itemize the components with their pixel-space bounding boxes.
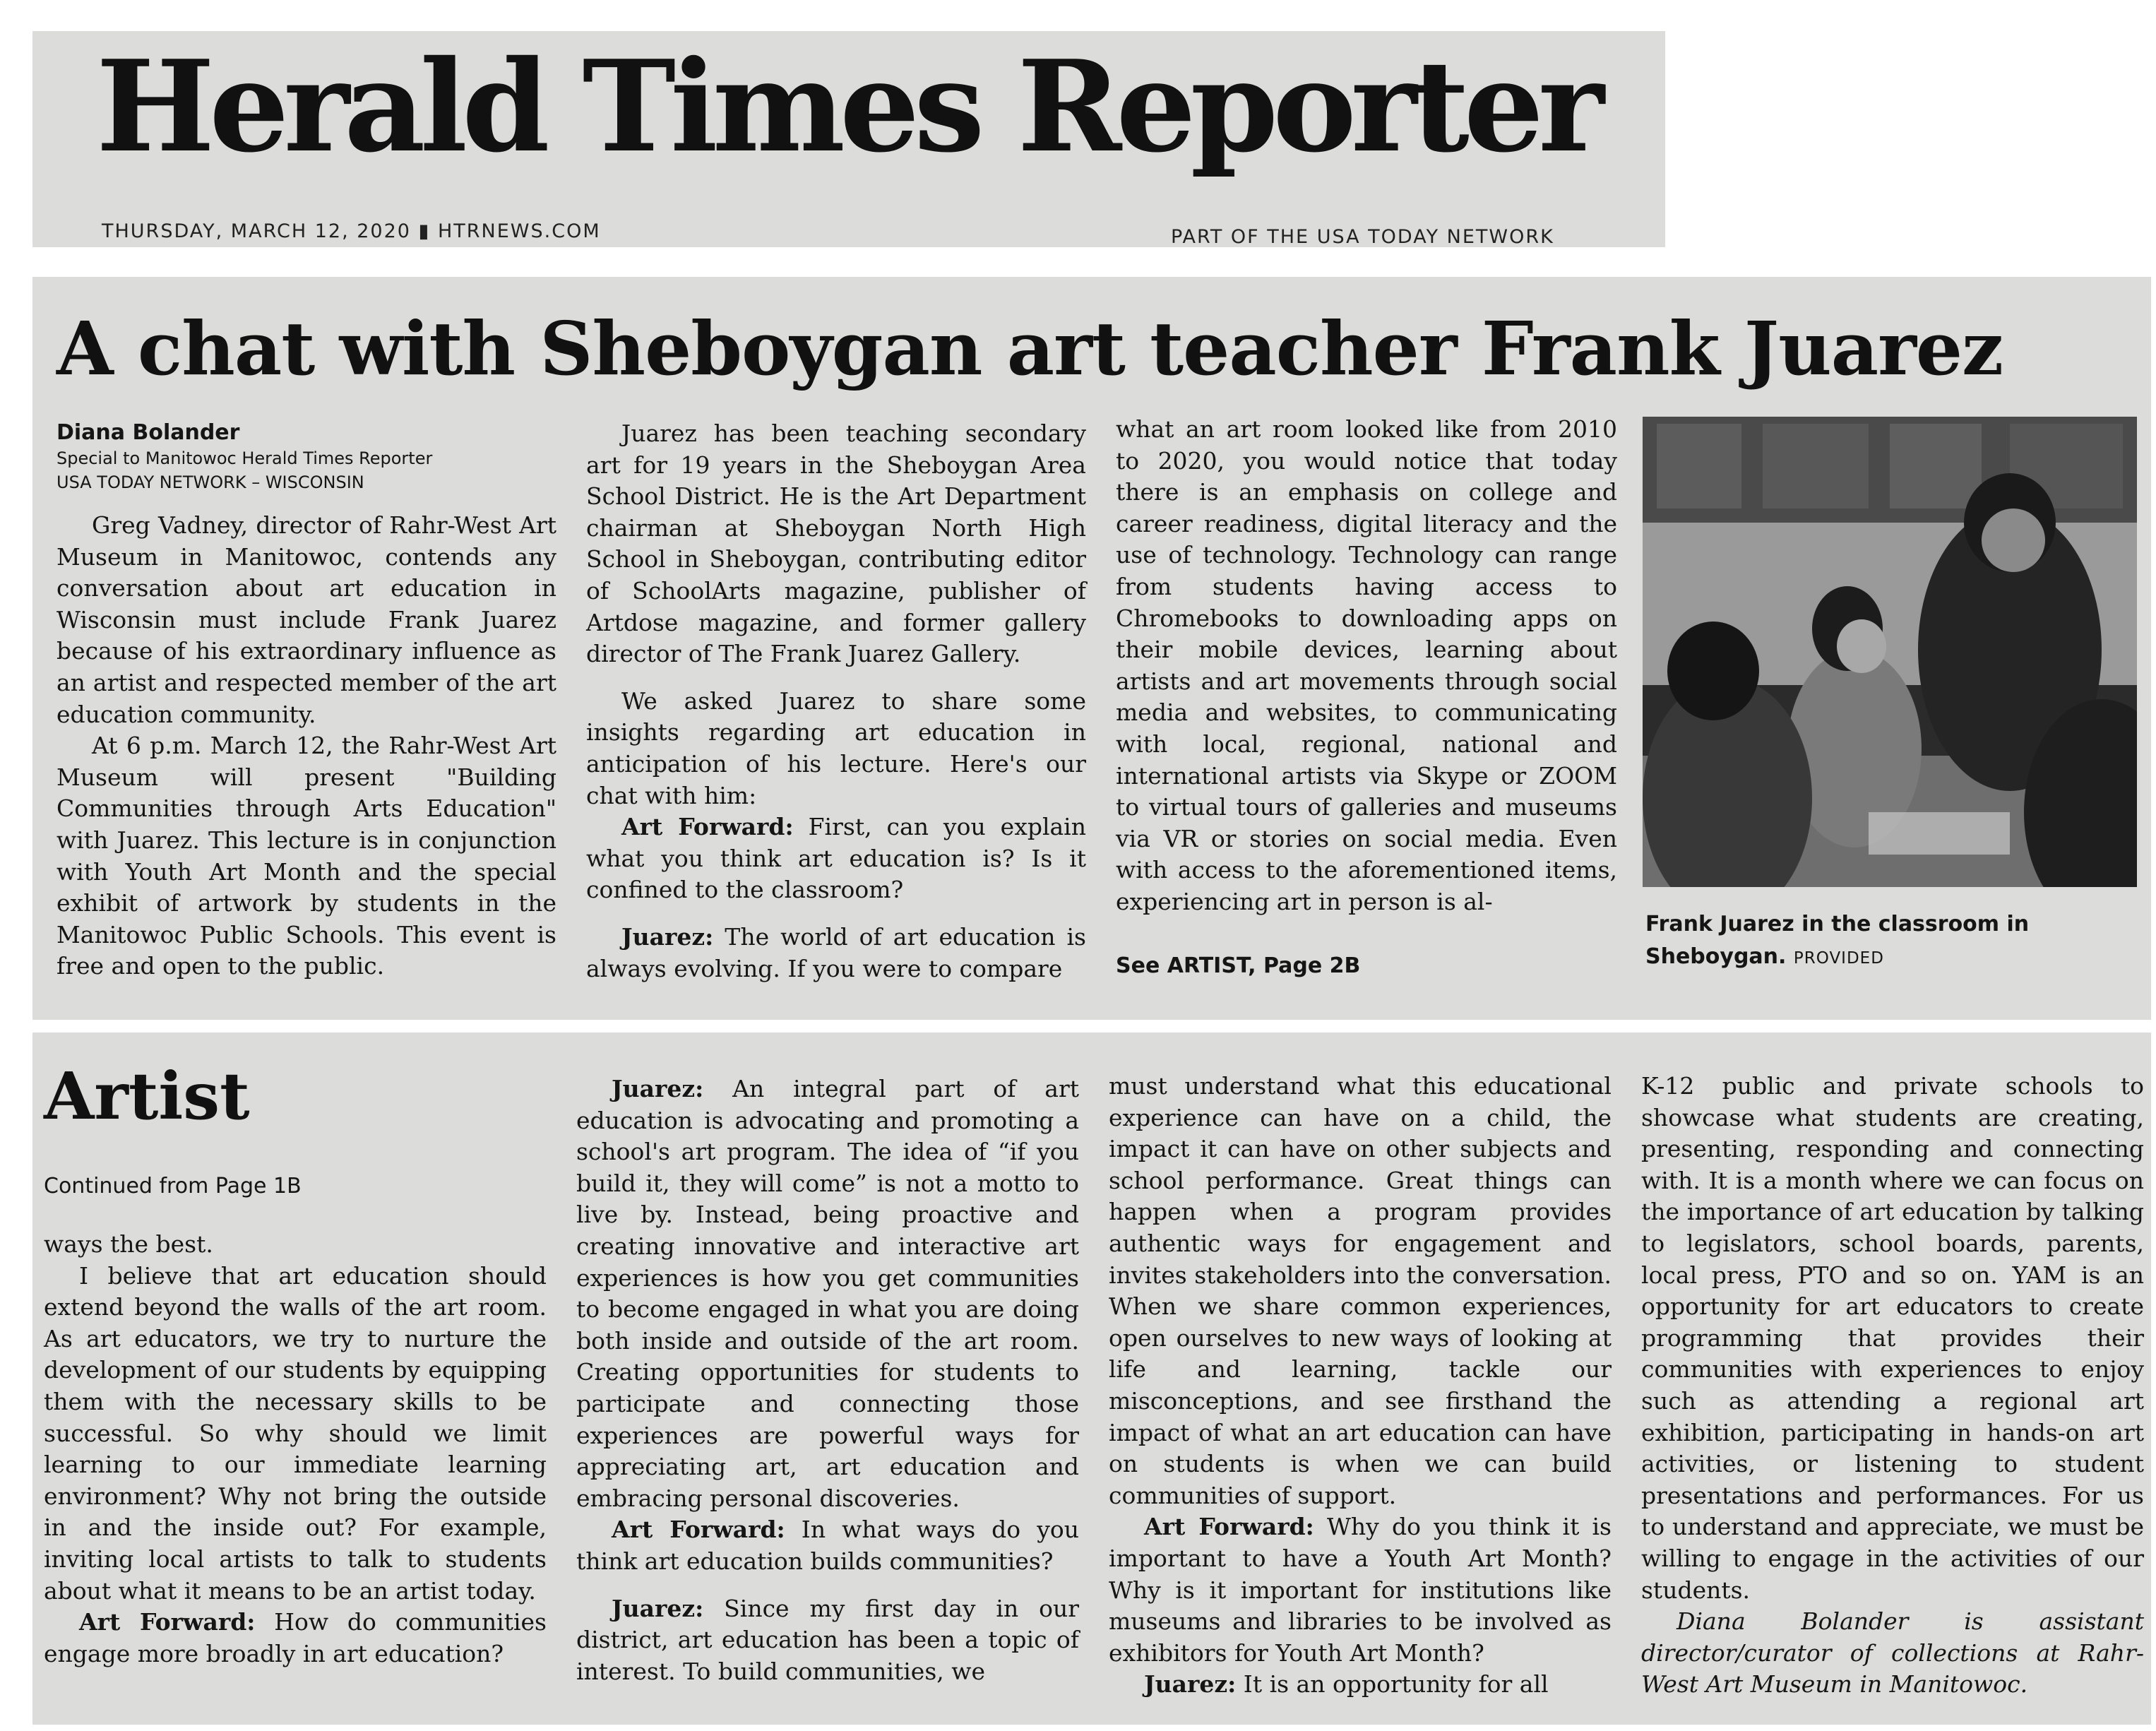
byline	[56, 420, 556, 494]
continuation-column-1	[44, 1229, 547, 1670]
answer-paragraph	[576, 1073, 1079, 1514]
photo-caption	[1645, 908, 2140, 975]
article-column-1	[56, 420, 556, 982]
answer-label: Juarez:	[612, 1594, 704, 1622]
question-text: How do communities engage more broadly in art education?	[44, 1608, 547, 1667]
paragraph: At 6 p.m. March 12, the Rahr-West Art Museum will present "Building Communities through Arts Education" with Juarez. This lecture is in conjunction with Youth Art Month and the special exhibit of artwork by students in the Manitowoc Public Schools. This event is free and open to the public.	[56, 732, 556, 980]
continued-from-line: Continued from Page 1B	[44, 1174, 302, 1198]
continuation-article-clipping	[32, 1033, 2151, 1725]
article-column-2	[586, 418, 1086, 985]
question-text: In what ways do you think art education builds communities?	[576, 1516, 1079, 1575]
byline-affiliation: Special to Manitowoc Herald Times Reporter	[56, 448, 433, 468]
paragraph: K-12 public and private schools to showcase what students are creating, presenting, responding and connecting with. It is a month where we can focus on the importance of art education by talking to legislators, school boards, parents, local press, PTO and so on. YAM is an opportunity for art educators to create programming that provides their communities with experiences to enjoy such as attending a regional art exhibition, participating in hands-on art activities, or listening to student presentations and performances. For us to understand and appreciate, we must be willing to engage in the activities of our students.	[1641, 1072, 2144, 1604]
paragraph: must understand what this educational experience can have on a child, the impact it can have on other subjects and school performance. Great things can happen when a program provides authentic ways for engagement and invites stakeholders into the conversation. When we share common experiences, open ourselves to new ways of looking at life and learning, tackle our misconceptions, and see firsthand the impact of what an art education can have on students is when we can build communities of support.	[1109, 1072, 1612, 1509]
answer-text: It is an opportunity for all	[1236, 1670, 1549, 1699]
author-signature: Diana Bolander is assistant director/curator of collections at Rahr-West Art Museum in Manitowoc.	[1641, 1607, 2144, 1699]
article-column-3	[1116, 414, 1617, 918]
answer-paragraph	[1109, 1669, 1612, 1701]
front-page-article-clipping	[32, 277, 2151, 1020]
article-headline: A chat with Sheboygan art teacher Frank Juarez	[56, 305, 2003, 392]
classroom-photo	[1643, 417, 2137, 887]
question-paragraph	[586, 811, 1086, 906]
paragraph: Juarez has been teaching secondary art for 19 years in the Sheboygan Area School District. He is the Art Department chairman at Sheboygan North High School in Sheboygan, contributing editor of SchoolArts magazine, publisher of Artdose magazine, and former gallery director of The Frank Juarez Gallery.	[586, 420, 1086, 668]
photo-credit: PROVIDED	[1793, 949, 1884, 968]
paragraph: Greg Vadney, director of Rahr-West Art Museum in Manitowoc, contends any conversation about art education in Wisconsin must include Frank Juarez because of his extraordinary influence as an artist and respected member of the art education community.	[56, 511, 556, 728]
answer-paragraph	[576, 1593, 1079, 1688]
paragraph: what an art room looked like from 2010 to 2020, you would notice that today there is an emphasis on college and career readiness, digital literacy and the use of technology. Technology can range from students having access to Chromebooks to downloading apps on their mobile devices, learning about artists and art movements through social media and websites, to communicating with local, regional, national and international artists via Skype or ZOOM to virtual tours of galleries and museums via VR or stories on social media. Even with access to the aforementioned items, experiencing art in person is al-	[1116, 415, 1617, 915]
masthead-clipping	[32, 31, 1665, 247]
byline-author: Diana Bolander	[56, 420, 240, 445]
classroom-photo-image	[1643, 417, 2137, 887]
answer-label: Juarez:	[1144, 1670, 1237, 1699]
paragraph: ways the best.	[44, 1230, 213, 1258]
byline-network: USA TODAY NETWORK – WISCONSIN	[56, 472, 364, 492]
jump-reference: See ARTIST, Page 2B	[1116, 953, 1361, 978]
question-label: Art Forward:	[621, 813, 794, 841]
question-paragraph	[1109, 1511, 1612, 1669]
jump-headline: Artist	[44, 1058, 250, 1134]
question-label: Art Forward:	[79, 1608, 256, 1636]
continuation-column-2	[576, 1073, 1079, 1687]
continuation-column-3	[1109, 1071, 1612, 1701]
answer-text: Since my first day in our district, art education has been a topic of interest. To build communities, we	[576, 1594, 1079, 1685]
question-text: First, can you explain what you think art education is? Is it confined to the classroom?	[586, 813, 1086, 904]
question-label: Art Forward:	[612, 1516, 785, 1544]
caption-text: Frank Juarez in the classroom in Sheboygan.	[1645, 912, 2030, 969]
paragraph: I believe that art education should extend beyond the walls of the art room. As art educators, we try to nurture the development of our students by equipping them with the necessary skills to be successful. So why should we limit learning to our immediate learning environment? Why not bring the outside in and the inside out? For example, inviting local artists to talk to students about what it means to be an artist today.	[44, 1261, 547, 1605]
dateline: THURSDAY, MARCH 12, 2020 ▮ HTRNEWS.COM	[102, 220, 601, 242]
answer-paragraph	[586, 922, 1086, 985]
question-paragraph	[44, 1607, 547, 1670]
question-text: Why do you think it is important to have a Youth Art Month? Why is it important for institutions like museums and libraries to be involved as exhibitors for Youth Art Month?	[1109, 1513, 1612, 1667]
answer-label: Juarez:	[612, 1075, 704, 1102]
question-label: Art Forward:	[1144, 1513, 1314, 1541]
question-paragraph	[576, 1514, 1079, 1577]
answer-label: Juarez:	[621, 922, 714, 951]
network-tagline: PART OF THE USA TODAY NETWORK	[1171, 226, 1554, 247]
continuation-column-4	[1641, 1071, 2144, 1701]
answer-text: An integral part of art education is advocating and promoting a school's art program. The idea of “if you build it, they will come” is not a motto to live by. Instead, being proactive and creating innovative and interactive art experiences is how you get communities to become engaged in what you are doing both inside and outside of the art room. Creating opportunities for students to participate and connecting those experiences are powerful ways for appreciating art, art education and embracing personal discoveries.	[576, 1075, 1079, 1512]
paragraph: We asked Juarez to share some insights regarding art education in anticipation of his lecture. Here's our chat with him:	[586, 686, 1086, 809]
newspaper-nameplate: Herald Times Reporter	[96, 32, 1599, 180]
answer-text: The world of art education is always evolving. If you were to compare	[586, 922, 1086, 982]
